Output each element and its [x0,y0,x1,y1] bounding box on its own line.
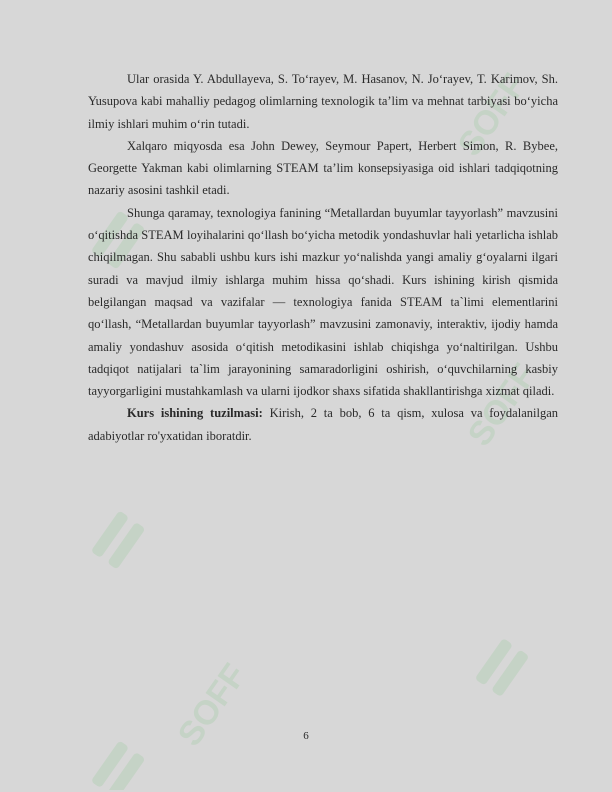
paragraph-1: Ular orasida Y. Abdullayeva, S. To‘rayev, M. Hasanov, N. Jo‘rayev, T. Karimov, Sh. Yusupova kabi mahalliy pedagog olimlarning texnologik ta’lim va mehnat tarbiyasi bo‘yicha ilmiy ishlari muhim o‘rin tutadi. [88,72,558,131]
paragraph-2: Xalqaro miqyosda esa John Dewey, Seymour Papert, Herbert Simon, R. Bybee, Georgette Yakman kabi olimlarning STEAM ta’lim konsepsiyasiga oid ishlari tadqiqotning nazariy asosini tashkil etadi. [88,138,558,198]
paragraph-3: Shunga qaramay, texnologiya fanining “Metallardan buyumlar tayyorlash” mavzusini o‘qitishda STEAM loyihalarini qo‘llash bo‘yicha metodik yondashuvlar hali yetarlicha ishlab chiqilmagan. Shu sababli ushbu kurs ishi mazkur yo‘nalishda yangi amaliy g‘oyalarni ilgari suradi va mavjud ilmiy ishlarga muhim hissa qo‘shadi. Kurs ishining kirish qismida belgilangan maqsad va vazifalar — texnologiya fanida STEAM ta`limi elementlarini qo‘llash, “Metallardan buyumlar tayyorlash” mavzusini zamonaviy, interaktiv, ijodiy hamda amaliy yondashuv asosida o‘qitish metodikasini ishlab chiqishga yo‘naltirilgan. Ushbu tadqiqot natijalari ta`lim jarayonining samaradorligini oshirish, o‘quvchilarning kasbiy tayyorgarligini mustahkamlash va ularni ijodkor shaxs sifatida shakllantirishga xizmat qiladi. [88,205,558,399]
body-text [88,68,558,447]
svg-text:SOFF: SOFF [460,357,544,454]
page-number: 6 [303,730,309,742]
paragraph-4 [88,402,558,447]
structure-text: Kirish, 2 ta bob, 6 ta qism, xulosa va foydalanilgan adabiyotlar ro'yxatidan iboratdir. [88,406,558,443]
svg-text:SOFF: SOFF [450,67,534,164]
watermark-logo-bottom [70,600,590,790]
structure-heading: Kurs ishining tuzilmasi: [127,406,263,421]
svg-text:SOFF: SOFF [170,657,254,754]
